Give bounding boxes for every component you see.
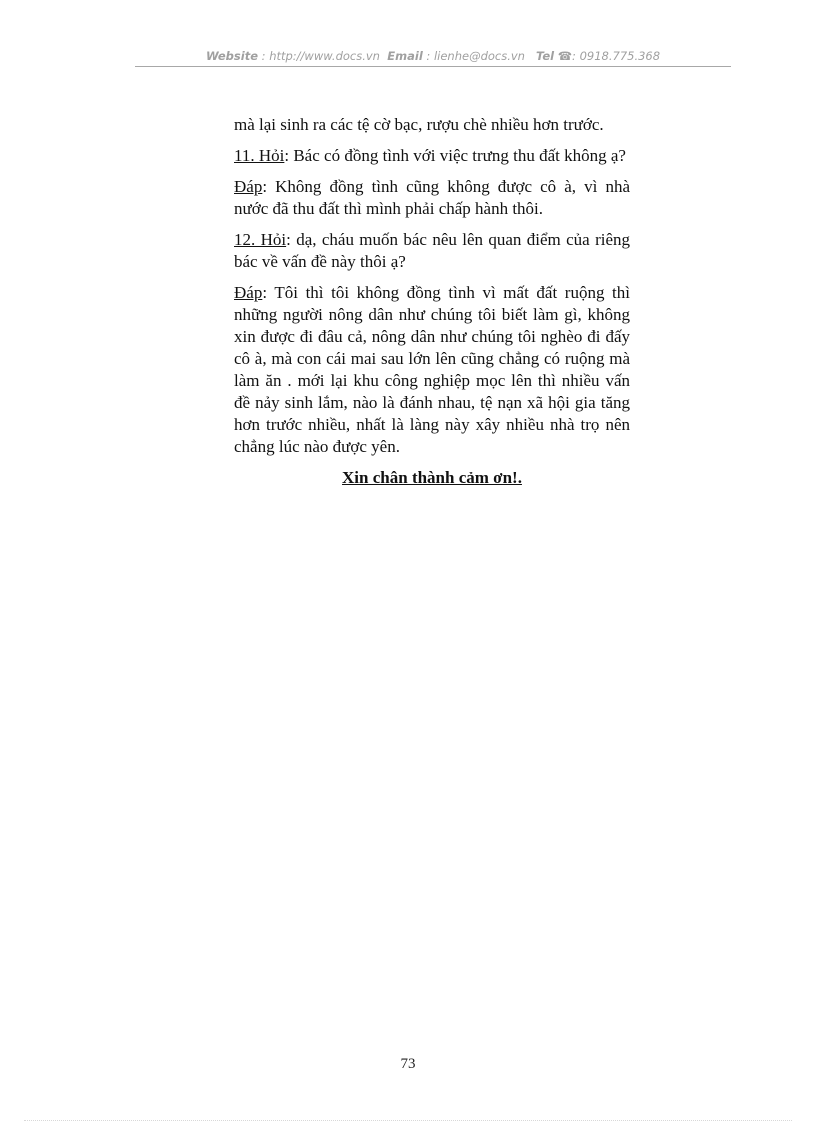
website-label: Website [205,49,259,63]
answer-11-label: Đáp [234,177,263,196]
closing-line: Xin chân thành cảm ơn!. [342,468,522,487]
bottom-divider [24,1120,792,1121]
paragraph-continuation: mà lại sinh ra các tệ cờ bạc, rượu chè nhiều hơn trước. [234,115,604,134]
document-body [234,114,630,498]
tel-label: Tel [535,49,555,63]
question-12 [234,229,630,273]
answer-12-label: Đáp [234,283,263,302]
page-number: 73 [400,1056,416,1072]
email-label: Email [387,49,423,63]
tel-value: : 0918.775.368 [572,49,661,63]
answer-11 [234,176,630,220]
email-value: : lienhe@docs.vn [426,49,525,63]
question-12-label: 12. Hỏi [234,230,287,249]
header-divider [135,66,731,67]
question-11-text: : Bác có đồng tình với việc trưng thu đất không ạ? [284,146,626,165]
answer-12 [234,282,630,458]
answer-12-text: : Tôi thì tôi không đồng tình vì mất đất ruộng thì những người nông dân như chúng tôi biết làm gì, không xin được đi đâu cả, nông dân như chúng tôi nghèo đi đấy cô à, mà con cái mai sau lớn lên cũng chẳng có ruộng mà làm ăn . mới lại khu công nghiệp mọc lên thì nhiều vấn đề nảy sinh lắm, nào là đánh nhau, tệ nạn xã hội gia tăng hơn trước nhiều, nhất là làng này xây nhiều nhà trọ nên chẳng lúc nào được yên. [234,283,630,456]
website-value: : http://www.docs.vn [261,49,380,63]
answer-11-text: : Không đồng tình cũng không được cô à, vì nhà nước đã thu đất thì mình phải chấp hành thôi. [234,177,630,218]
question-12-text: : dạ, cháu muốn bác nêu lên quan điểm của riêng bác về vấn đề này thôi ạ? [234,230,630,271]
question-11-label: 11. Hỏi [234,146,285,165]
page-header [135,49,731,67]
question-11 [234,145,630,167]
phone-icon: ☎ [557,49,573,63]
